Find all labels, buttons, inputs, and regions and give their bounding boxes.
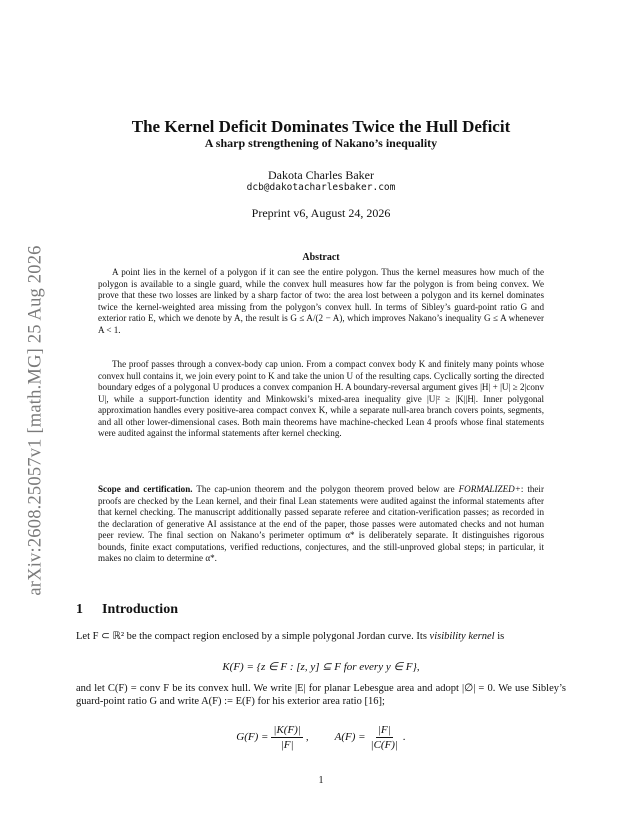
preprint-date: Preprint v6, August 24, 2026 [251, 206, 391, 220]
kernel-definition-equation: K(F) = {z ∈ F : [z, y] ⊆ F for every y ∈ F}, [222, 661, 420, 673]
ratio-definitions-equation [76, 720, 566, 754]
author-name: Dakota Charles Baker [268, 168, 374, 182]
eq-separator: , [305, 731, 309, 743]
a-fraction [369, 724, 400, 751]
scope-text-a: The cap-union theorem and the polygon theorem proved below are [192, 484, 459, 494]
author-email: dcb@dakotacharlesbaker.com [246, 182, 396, 193]
scope-lead: Scope and certification. [98, 484, 193, 494]
arxiv-identifier: arXiv:2608.25057v1 [math.MG] 25 Aug 2026 [25, 244, 46, 596]
scope-text-b: : their proofs are checked by the Lean kernel, and their final Lean statements were audited against the informal statements after that kernel checking. The manuscript additionally passed separate referee and citation-verification passes; as recorded in the declaration of generative AI assistance at the end of the paper, those passes were automated checks and not human peer review. The final section on Nakano’s perimeter optimum α* is deliberately separate. It distinguishes rigorous bounds, finite exact computations, verified reductions, conjectures, and the still-unproved global steps; in particular, it makes no claim to determine α*. [98, 484, 544, 563]
a-numerator: |F| [377, 723, 391, 736]
g-lhs: G(F) = [236, 731, 269, 743]
section-heading [76, 602, 178, 618]
paper-title: The Kernel Deficit Dominates Twice the Hull Deficit [131, 117, 511, 136]
intro-paragraph-2: and let C(F) = conv F be its convex hull. We write |E| for planar Lebesgue area and adopt |∅| = 0. We use Sibley’s guard-point ratio G and write A(F) := E(F) for his exterior area ratio [16]; [76, 683, 566, 707]
abstract-paragraph-2: The proof passes through a convex-body cap union. From a compact convex body K and finitely many points whose convex hull contains it, we join every point to K and take the union U of the resulting caps. Cyclically sorting the directed boundary edges of a polygonal U produces a convex companion H. A boundary-reversal argument gives |H| + |U| ≥ 2|conv U|, while a support-function identity and Minkowski’s mixed-area inequality give |U|² ≥ |K||H|. Inner polygonal approximation handles every positive-area compact convex K, while a separate null-area branch covers points, segments, and all other lower-dimensional cases. Both main theorems have machine-checked Lean 4 proofs whose final statements were audited against the informal statements after kernel checking. [98, 359, 544, 438]
visibility-kernel-term: visibility kernel [429, 631, 495, 642]
a-denominator: |C(F)| [370, 738, 398, 751]
a-lhs: A(F) = [334, 731, 366, 743]
g-denominator: |F| [280, 738, 294, 751]
eq-end: . [402, 731, 406, 743]
arxiv-side-stamp [22, 210, 50, 630]
abstract-heading: Abstract [302, 252, 340, 263]
abstract-paragraph-1: A point lies in the kernel of a polygon if it can see the entire polygon. Thus the kernel measures how much of the polygon is available to a single guard, while the convex hull measures how far the polygon is from being convex. We prove that these two losses are linked by a sharp factor of two: the area lost between a polygon and its kernel dominates twice the kernel-weighted area missing from the polygon’s convex hull. In terms of Sibley’s guard-point ratio G and exterior ratio E, which we denote by A, the result is G ≤ A/(2 − A), which improves Nakano’s inequality G ≤ A whenever A < 1. [98, 267, 544, 335]
intro-text-b: is [494, 631, 505, 642]
g-fraction [271, 724, 302, 751]
g-numerator: |K(F)| [273, 723, 301, 736]
page-number: 1 [318, 775, 324, 786]
section-title: Introduction [102, 602, 178, 617]
paper-subtitle: A sharp strengthening of Nakano’s inequality [204, 136, 438, 150]
intro-paragraph-1 [76, 630, 566, 643]
intro-text-a: Let F ⊂ ℝ² be the compact region enclosed by a simple polygonal Jordan curve. Its [76, 631, 430, 642]
formalized-tag: FORMALIZED+ [458, 484, 521, 494]
section-number: 1 [76, 602, 83, 617]
abstract-paragraph-3 [98, 484, 544, 565]
